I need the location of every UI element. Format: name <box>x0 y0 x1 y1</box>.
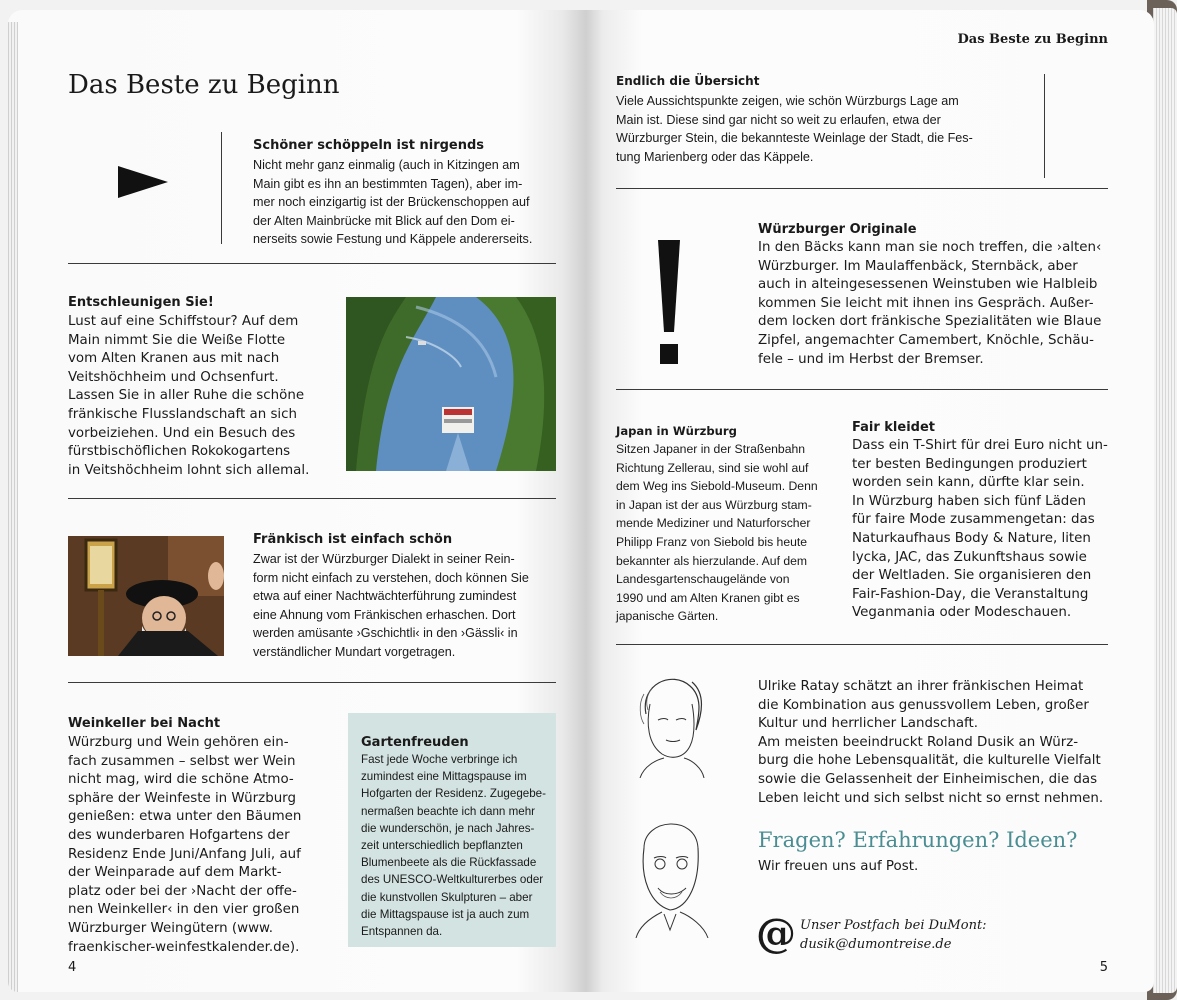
text-line: lycka, JAC, das Zukunftshaus sowie <box>852 549 1087 565</box>
text-line: Dass ein T-Shirt für drei Euro nicht un- <box>852 438 1108 453</box>
section-heading: Fair kleidet <box>852 420 935 435</box>
text-line: Hofgarten der Residenz. Zugegebe- <box>361 787 546 801</box>
text-line: Viele Aussichtspunkte zeigen, wie schön Würzburgs Lage am <box>616 94 959 108</box>
text-line: platz oder bei der ›Nacht der offe- <box>68 883 297 899</box>
text-line: Naturkaufhaus Body & Nature, liten <box>852 530 1091 546</box>
authors-bio <box>758 678 1118 808</box>
page-title: Das Beste zu Beginn <box>68 70 340 100</box>
text-line: nerseits sowie Festung und Käppele andererseits. <box>253 232 533 247</box>
text-line: zumindest eine Mittagspause im <box>361 770 527 784</box>
text-line: nicht mag, wird die schöne Atmo- <box>68 772 294 788</box>
box-body <box>361 751 553 940</box>
questions-heading: Fragen? Erfahrungen? Ideen? <box>758 828 1078 852</box>
author-portrait-ratay <box>632 674 706 778</box>
at-icon: @ <box>756 910 796 957</box>
text-line: fach zusammen – selbst wer Wein <box>68 753 296 769</box>
text-line: genießen: etwa unter den Bäumen <box>68 809 302 825</box>
text-line: Blumenbeete als die Rückfassade <box>361 856 537 870</box>
text-line: die Mittagspause ist ja auch zum <box>361 907 530 921</box>
text-line: die kunstvollen Skulpturen – aber <box>361 890 533 904</box>
text-line: auch in alteingesessenen Weinstuben wie Halbleib <box>758 277 1098 293</box>
section-heading: Würzburger Originale <box>758 222 917 237</box>
text-line: Zwar ist der Würzburger Dialekt in seiner Rein- <box>253 552 515 566</box>
text-line: eine Ahnung vom Fränkischen erhaschen. Dort <box>253 607 516 622</box>
text-line: fraenkischer-weinfestkalender.de). <box>68 939 300 955</box>
text-line: vom Alten Kranen aus mit nach <box>68 351 280 367</box>
text-line: dem Weg ins Siebold-Museum. Denn <box>616 479 818 494</box>
text-line: sphäre der Weinfeste in Würzburg <box>68 790 296 806</box>
text-line: in Veitshöchheim lohnt sich allemal. <box>68 462 310 478</box>
text-line: japanische Gärten. <box>616 609 719 624</box>
text-line: mer noch einzigartig ist der Brückenschoppen auf <box>253 195 530 210</box>
text-line: verständlicher Mundart vorgetragen. <box>253 644 456 659</box>
section-rule <box>616 389 1108 390</box>
text-line: Würzburger. Im Maulaffenbäck, Sternbäck, aber <box>758 258 1078 274</box>
text-line: fürstbischöflichen Rokokogartens <box>68 444 291 460</box>
text-line: nen Weinkeller‹ in den vier großen <box>68 902 300 918</box>
text-line: etwa auf einer Nachtwächterführung zumindest <box>253 589 517 604</box>
section-heading: Fränkisch ist einfach schön <box>253 532 453 547</box>
text-line: Zipfel, angemachter Camembert, Knöchle, Schäu- <box>758 332 1094 348</box>
section-body <box>68 313 338 480</box>
info-box <box>348 713 556 947</box>
text-line: Main gibt es ihn an bestimmten Tagen), aber im- <box>253 176 523 191</box>
section-heading: Weinkeller bei Nacht <box>68 716 221 731</box>
email-link[interactable]: dusik@dumontreise.de <box>800 937 952 952</box>
text-line: Lassen Sie in aller Ruhe die schöne <box>68 388 305 404</box>
page-stack-right <box>1153 8 1177 993</box>
text-line: form nicht einfach zu verstehen, doch können Sie <box>253 570 529 585</box>
section-body <box>758 239 1118 369</box>
text-line: Residenz Ende Juni/Anfang Juli, auf <box>68 846 301 862</box>
text-line: fränkische Flusslandschaft an sich <box>68 406 297 422</box>
vertical-divider <box>1044 74 1045 178</box>
section-heading: Japan in Würzburg <box>616 424 737 438</box>
text-line: für faire Mode zusammengetan: das <box>852 512 1095 528</box>
section-body <box>253 550 568 662</box>
text-line: burg die hohe Lebensqualität, die kulturelle Vielfalt <box>758 753 1101 769</box>
section-rule <box>616 188 1108 189</box>
section-body <box>616 440 831 626</box>
author-portrait-dusik <box>630 808 712 938</box>
text-line: In Würzburg haben sich fünf Läden <box>852 493 1087 509</box>
text-line: Veitshöchheim und Ochsenfurt. <box>68 369 279 385</box>
text-line: des wunderbaren Hofgartens der <box>68 827 290 843</box>
section-rule <box>68 498 556 499</box>
text-line: Landesgartenschaugelände von <box>616 572 790 587</box>
page-stack-left <box>8 22 18 992</box>
text-line: Fair-Fashion-Day, die Veranstaltung <box>852 586 1089 602</box>
text-line: werden amüsante ›Gschichtli‹ in den ›Gässli‹ in <box>253 626 518 641</box>
text-line: In den Bäcks kann man sie noch treffen, die ›alten‹ <box>758 240 1102 255</box>
text-line: worden sein kann, dürfte klar sein. <box>852 475 1085 491</box>
text-line: Veganmania oder Modeschauen. <box>852 605 1072 621</box>
text-line: nermaßen beachte ich dann mehr <box>361 804 536 818</box>
text-line: der Weinparade auf dem Markt- <box>68 865 282 881</box>
text-line: Nicht mehr ganz einmalig (auch in Kitzingen am <box>253 158 520 172</box>
vertical-divider <box>221 132 222 244</box>
river-boat-photo <box>346 297 556 471</box>
section-heading: Endlich die Übersicht <box>616 74 760 88</box>
text-line: Am meisten beeindruckt Roland Dusik an Würz- <box>758 734 1079 750</box>
text-line: Main nimmt Sie die Weiße Flotte <box>68 332 286 348</box>
text-line: Main ist. Diese sind gar nicht so weit zu erlaufen, etwa der <box>616 112 941 127</box>
play-triangle-icon <box>116 164 170 200</box>
section-body <box>253 156 568 249</box>
text-line: vorbeiziehen. Und ein Besuch des <box>68 425 296 441</box>
text-line: mende Mediziner und Naturforscher <box>616 516 811 531</box>
text-line: kommen Sie leicht mit ihnen ins Gespräch. Außer- <box>758 295 1094 311</box>
text-line: dem locken dort fränkische Spezialitäten wie Blaue <box>758 314 1102 330</box>
postbox-label: Unser Postfach bei DuMont: <box>800 918 987 933</box>
text-line: Lust auf eine Schiffstour? Auf dem <box>68 314 299 329</box>
text-line: 1990 und am Alten Kranen gibt es <box>616 590 800 605</box>
text-line: zeit unterschiedlich bepflanzten <box>361 839 523 853</box>
text-line: in Japan ist der aus Würzburg stam- <box>616 497 812 512</box>
night-watchman-photo <box>68 536 224 656</box>
exclamation-icon <box>656 240 682 366</box>
left-page <box>8 10 586 992</box>
text-line: ter besten Bedingungen produziert <box>852 456 1087 472</box>
page-number: 5 <box>1099 960 1108 975</box>
text-line: die Kombination aus genussvollem Leben, großer <box>758 697 1089 713</box>
section-rule <box>616 644 1108 645</box>
text-line: Würzburger Weingütern (www. <box>68 920 274 936</box>
text-line: bekannter als hierzulande. Auf dem <box>616 553 808 568</box>
text-line: sowie die Gelassenheit der Einheimischen, die das <box>758 771 1098 787</box>
section-body <box>68 734 328 957</box>
page-number: 4 <box>68 960 77 975</box>
running-head: Das Beste zu Beginn <box>957 32 1108 47</box>
text-line: Richtung Zellerau, sind sie wohl auf <box>616 460 809 475</box>
text-line: Ulrike Ratay schätzt an ihrer fränkischen Heimat <box>758 679 1084 694</box>
text-line: der Weltladen. Sie organisieren den <box>852 568 1092 584</box>
text-line: tung Marienberg oder das Käppele. <box>616 149 814 164</box>
text-line: Entspannen da. <box>361 925 443 939</box>
section-heading: Schöner schöppeln ist nirgends <box>253 138 485 153</box>
section-body <box>616 92 1036 166</box>
text-line: die wunderschön, je nach Jahres- <box>361 821 535 835</box>
text-line: Kultur und herrlicher Landschaft. <box>758 716 979 732</box>
text-line: Würzburger Stein, die bekannteste Weinlage der Stadt, die Fes- <box>616 131 973 146</box>
section-rule <box>68 682 556 683</box>
text-line: Würzburg und Wein gehören ein- <box>68 735 289 750</box>
text-line: des UNESCO-Weltkulturerbes oder <box>361 873 544 887</box>
text-line: Philipp Franz von Siebold bis heute <box>616 534 808 549</box>
section-body <box>852 437 1122 623</box>
right-page <box>586 10 1154 992</box>
section-heading: Entschleunigen Sie! <box>68 295 214 310</box>
text-line: Leben leicht und sich selbst nicht so ernst nehmen. <box>758 790 1104 806</box>
section-rule <box>68 263 556 264</box>
text-line: Fast jede Woche verbringe ich <box>361 753 518 766</box>
post-line: Wir freuen uns auf Post. <box>758 859 919 874</box>
text-line: fele – und im Herbst der Bremser. <box>758 351 984 367</box>
text-line: der Alten Mainbrücke mit Blick auf den Dom ei- <box>253 213 515 228</box>
text-line: Sitzen Japaner in der Straßenbahn <box>616 442 806 456</box>
box-heading: Gartenfreuden <box>361 735 469 750</box>
